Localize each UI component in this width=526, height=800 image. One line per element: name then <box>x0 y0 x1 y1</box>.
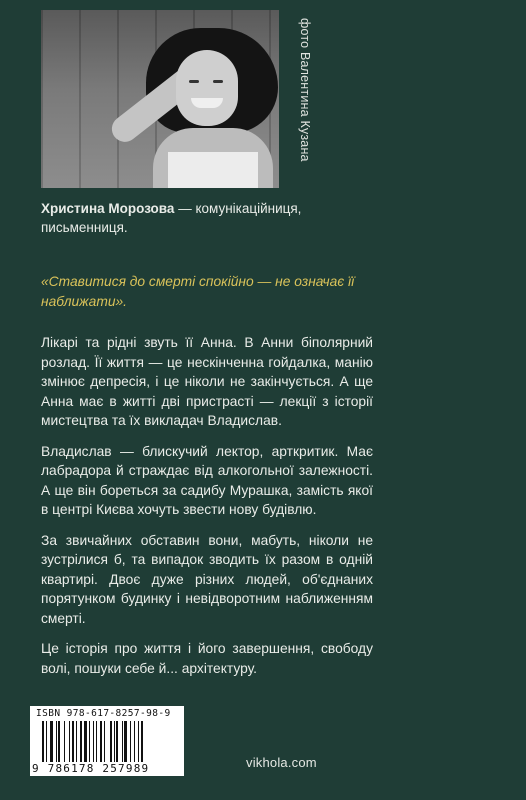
barcode-bar <box>76 721 77 762</box>
publisher-website[interactable]: vikhola.com <box>246 755 317 770</box>
barcode-bar <box>141 721 143 762</box>
barcode-bar <box>80 721 82 762</box>
barcode-bar <box>138 721 139 762</box>
barcode-bar <box>89 721 90 762</box>
barcode-bar <box>114 721 115 762</box>
author-bio <box>41 199 331 237</box>
barcode-bar <box>100 721 102 762</box>
barcode-bar <box>58 721 60 762</box>
barcode-bar <box>93 721 94 762</box>
book-description <box>41 333 373 689</box>
barcode-bar <box>110 721 112 762</box>
barcode-bar <box>96 721 97 762</box>
author-photo <box>41 10 279 188</box>
barcode-bar <box>124 721 127 762</box>
isbn-label: ISBN 978-617-8257-98-9 <box>36 708 171 719</box>
description-paragraph: Владислав — блискучий лектор, арткритик. Має лабрадора й страждає від алкогольної залежності. А ще він бореться за садибу Мурашка, замість якої в центрі Києва хочуть звести нову будівлю. <box>41 443 373 517</box>
barcode-bar <box>122 721 123 762</box>
barcode-bar <box>50 721 53 762</box>
description-paragraph: За звичайних обставин вони, мабуть, ніколи не зустрілися б, та випадок зводить їх разом в одній квартирі. Двоє дуже різних людей, об'єднаних порятунком будинку і невідворотним наближенням смерті. <box>41 532 373 626</box>
barcode-bar <box>104 721 105 762</box>
barcode-bar <box>64 721 65 762</box>
barcode-bar <box>72 721 74 762</box>
description-paragraph: Це історія про життя і його завершення, свободу волі, пошуки себе й... архітектуру. <box>41 641 373 676</box>
barcode-bar <box>42 721 44 762</box>
barcode-bar <box>84 721 87 762</box>
barcode-bar <box>130 721 131 762</box>
barcode <box>30 706 184 776</box>
barcode-bar <box>116 721 118 762</box>
author-role: — комунікаційниця, <box>174 201 302 216</box>
barcode-bar <box>46 721 47 762</box>
description-paragraph: Лікарі та рідні звуть її Анна. В Анни біполярний розлад. Її життя — це нескінченна гойдалка, манію змінює депресія, і це ніколи не закінчується. А ще Анна має в житті дві пристрасті — лекції з історії мистецтва та їх викладач Владислав. <box>41 335 373 428</box>
book-quote: «Ставитися до смерті спокійно — не означає її наближати». <box>41 274 355 309</box>
author-name: Христина Морозова <box>41 201 175 216</box>
barcode-bars <box>42 721 178 762</box>
barcode-bar <box>69 721 70 762</box>
barcode-digits: 9 786178 257989 <box>32 762 150 775</box>
barcode-bar <box>134 721 135 762</box>
photo-credit: фото Валентина Кузана <box>298 18 312 162</box>
barcode-bar <box>56 721 57 762</box>
author-role-cont: письменниця. <box>41 220 128 235</box>
